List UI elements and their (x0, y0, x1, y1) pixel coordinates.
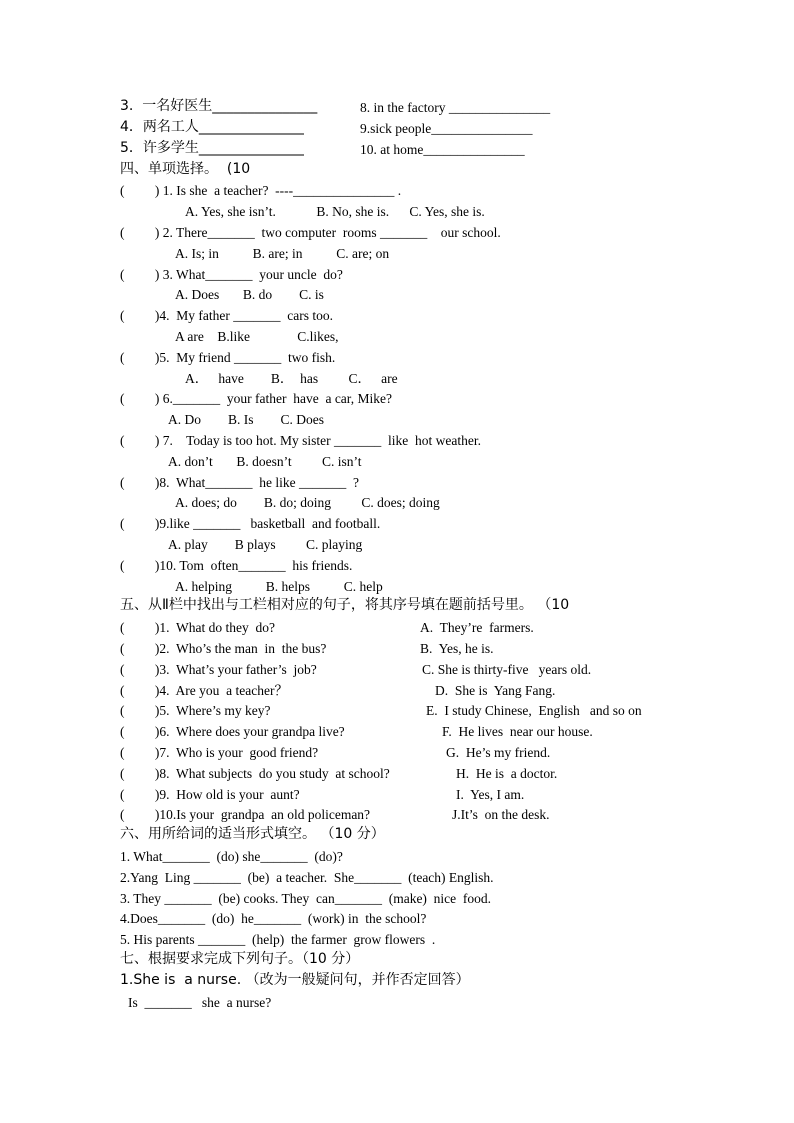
s5-left-3: ( )3. What’s your father’s job? (120, 662, 317, 677)
s5-left-1: ( )1. What do they do? (120, 620, 275, 635)
section4-title: 四、单项选择。 (10 (120, 161, 251, 177)
s5-left-2: ( )2. Who’s the man in the bus? (120, 641, 327, 656)
s5-right-g: G. He’s my friend. (446, 745, 551, 760)
s4-q1-options: A. Yes, she isn’t. B. No, she is. C. Yes, she is. (185, 204, 485, 219)
s5-right-d: D. She is Yang Fang. (435, 683, 556, 698)
s4-q7: ( ) 7. Today is too hot. My sister _______ like hot weather. (120, 433, 482, 448)
s4-q9: ( )9.like _______ basketball and football. (120, 516, 381, 531)
s5-left-5: ( )5. Where’s my key? (120, 703, 271, 718)
s6-q3: 3. They _______ (be) cooks. They can_______ (make) nice food. (120, 891, 492, 906)
vocab-item-4: 4．两名工人_______________ (120, 119, 304, 135)
s4-q1: ( ) 1. Is she a teacher? ----_______________ . (120, 183, 402, 198)
s7-q1-answer-line: Is _______ she a nurse? (128, 995, 272, 1010)
s5-right-h: H. He is a doctor. (456, 766, 558, 781)
s5-left-8: ( )8. What subjects do you study at school? (120, 766, 390, 781)
s5-right-f: F. He lives near our house. (442, 724, 593, 739)
s4-q8: ( )8. What_______ he like _______ ? (120, 475, 359, 490)
vocab-item-3: 3. 一名好医生_______________ (120, 98, 318, 114)
s6-q5: 5. His parents _______ (help) the farmer grow flowers . (120, 932, 436, 947)
s4-q7-options: A. don’t B. doesn’t C. isn’t (168, 454, 362, 469)
s4-q4-options: A are B.like C.likes, (175, 329, 339, 344)
s6-q4: 4.Does_______ (do) he_______ (work) in the school? (120, 911, 427, 926)
s7-q1: 1.She is a nurse. （改为一般疑问句，并作否定回答） (120, 972, 470, 988)
s4-q2-options: A. Is; in B. are; in C. are; on (175, 246, 390, 261)
s4-q6: ( ) 6._______ your father have a car, Mike? (120, 391, 392, 406)
s4-q10: ( )10. Tom often_______ his friends. (120, 558, 353, 573)
s5-right-j: J.It’s on the desk. (452, 807, 550, 822)
s5-left-6: ( )6. Where does your grandpa live? (120, 724, 345, 739)
s5-right-c: C. She is thirty-five years old. (422, 662, 592, 677)
s5-left-7: ( )7. Who is your good friend? (120, 745, 319, 760)
s4-q6-options: A. Do B. Is C. Does (168, 412, 325, 427)
section7-title: 七、根据要求完成下列句子。（10 分） (120, 951, 360, 967)
s4-q5: ( )5. My friend _______ two fish. (120, 350, 336, 365)
s5-left-4: ( )4. Are you a teacher？ (120, 683, 288, 698)
s5-left-9: ( )9. How old is your aunt? (120, 787, 300, 802)
s4-q3: ( ) 3. What_______ your uncle do? (120, 267, 343, 282)
s4-q8-options: A. does; do B. do; doing C. does; doing (175, 495, 440, 510)
vocab-item-9: 9.sick people_______________ (360, 121, 533, 136)
s5-right-a: A. They’re farmers. (420, 620, 534, 635)
s4-q4: ( )4. My father _______ cars too. (120, 308, 333, 323)
section5-title: 五、从Ⅱ栏中找出与工栏相对应的句子，将其序号填在题前括号里。 （10 (120, 597, 570, 613)
s5-right-e: E. I study Chinese, English and so on (426, 703, 642, 718)
s4-q9-options: A. play B plays C. playing (168, 537, 363, 552)
s5-left-10: ( )10.Is your grandpa an old policeman? (120, 807, 371, 822)
s5-right-i: I. Yes, I am. (456, 787, 525, 802)
s6-q2: 2.Yang Ling _______ (be) a teacher. She_______ (teach) English. (120, 870, 494, 885)
s4-q10-options: A. helping B. helps C. help (175, 579, 383, 594)
s6-q1: 1. What_______ (do) she_______ (do)? (120, 849, 343, 864)
s4-q2: ( ) 2. There_______ two computer rooms _______ our school. (120, 225, 501, 240)
s5-right-b: B. Yes, he is. (420, 641, 494, 656)
vocab-item-10: 10. at home_______________ (360, 142, 525, 157)
s4-q3-options: A. Does B. do C. is (175, 287, 324, 302)
section6-title: 六、用所给词的适当形式填空。 （10 分） (120, 826, 385, 842)
s4-q5-options: A． have B． has C． are (185, 371, 398, 386)
vocab-item-5: 5．许多学生_______________ (120, 140, 304, 156)
vocab-item-8: 8. in the factory _______________ (360, 100, 551, 115)
